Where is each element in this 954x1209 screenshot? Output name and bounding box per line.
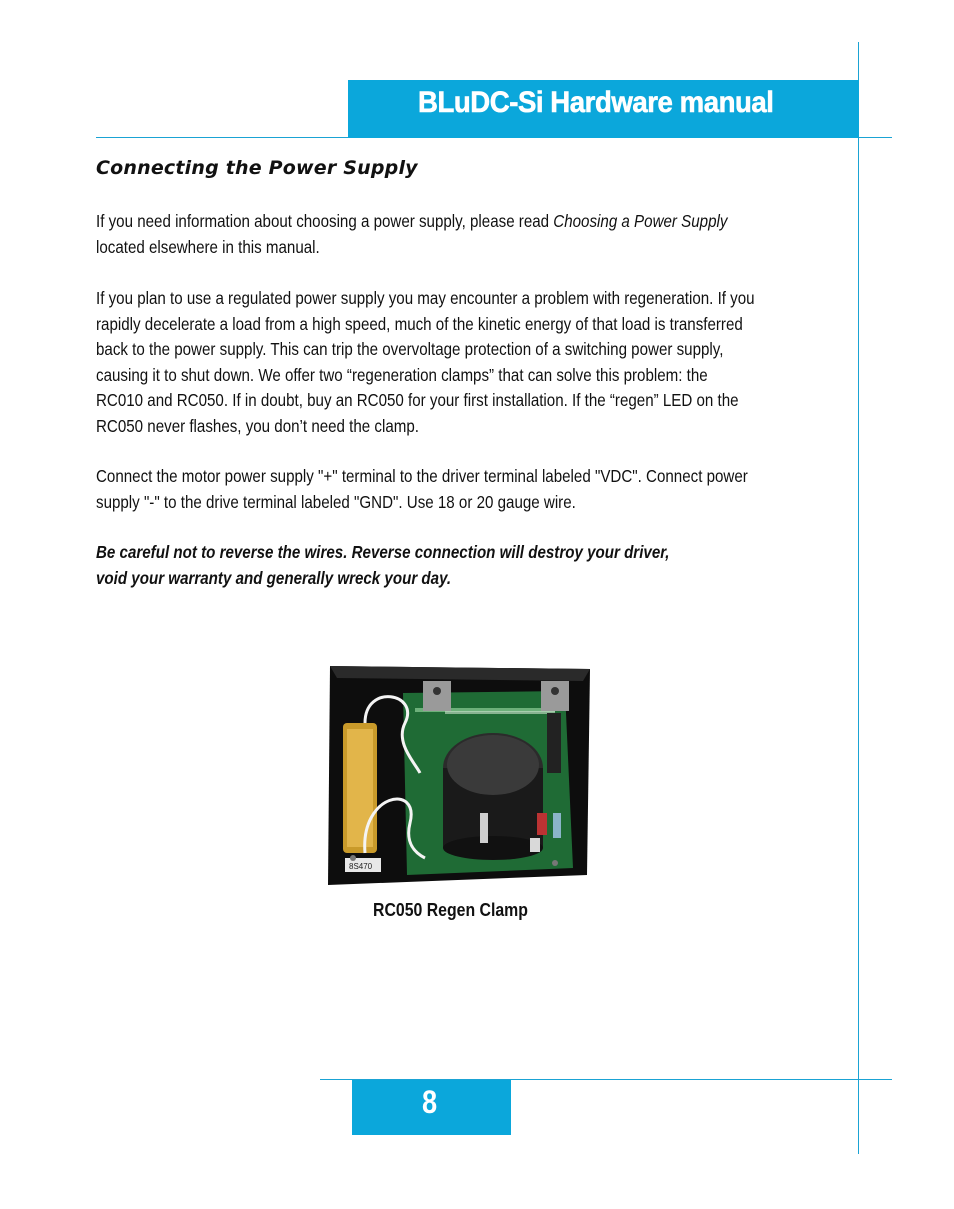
manual-reference: Choosing a Power Supply [553, 211, 728, 231]
header-banner [348, 80, 859, 138]
paragraph-line: RC010 and RC050. If in doubt, buy an RC050 for your first installation. If the “regen” LED on the [96, 390, 739, 410]
paragraph-intro-line-1: If you need information about choosing a power supply, please read Choosing a Power Supply [96, 211, 728, 231]
paragraph-connection [96, 464, 836, 515]
paragraph-line: supply "-" to the drive terminal labeled "GND". Use 18 or 20 gauge wire. [96, 491, 576, 512]
warning-paragraph [96, 540, 836, 591]
margin-vertical-rule [858, 42, 859, 1154]
paragraph-intro [96, 209, 836, 260]
paragraph-line: Connect the motor power supply "+" terminal to the driver terminal labeled "VDC". Connect power [96, 466, 748, 486]
paragraph-intro-line-2: located elsewhere in this manual. [96, 236, 320, 257]
paragraph-line: RC050 never flashes, you don’t need the clamp. [96, 415, 419, 436]
manual-title: BLuDC-Si Hardware manual [418, 86, 774, 119]
warning-line: void your warranty and generally wreck your day. [96, 567, 452, 588]
figure-caption: RC050 Regen Clamp [373, 900, 528, 920]
warning-line: Be careful not to reverse the wires. Reverse connection will destroy your driver, [96, 542, 670, 562]
page-number: 8 [422, 1084, 438, 1120]
resistor-label: 8S470 [349, 862, 373, 871]
paragraph-line: causing it to shut down. We offer two “regeneration clamps” that can solve this problem: the [96, 364, 708, 385]
paragraph-line: back to the power supply. This can trip the overvoltage protection of a switching power supply, [96, 339, 724, 359]
section-heading: Connecting the Power Supply [96, 157, 418, 179]
paragraph-line: rapidly decelerate a load from a high speed, much of the kinetic energy of that load is transferred [96, 313, 743, 334]
rc050-photo [325, 663, 595, 888]
paragraph-line: If you plan to use a regulated power supply you may encounter a problem with regeneration. If you [96, 288, 755, 308]
page-number-box [352, 1080, 511, 1135]
paragraph-regeneration [96, 286, 836, 439]
